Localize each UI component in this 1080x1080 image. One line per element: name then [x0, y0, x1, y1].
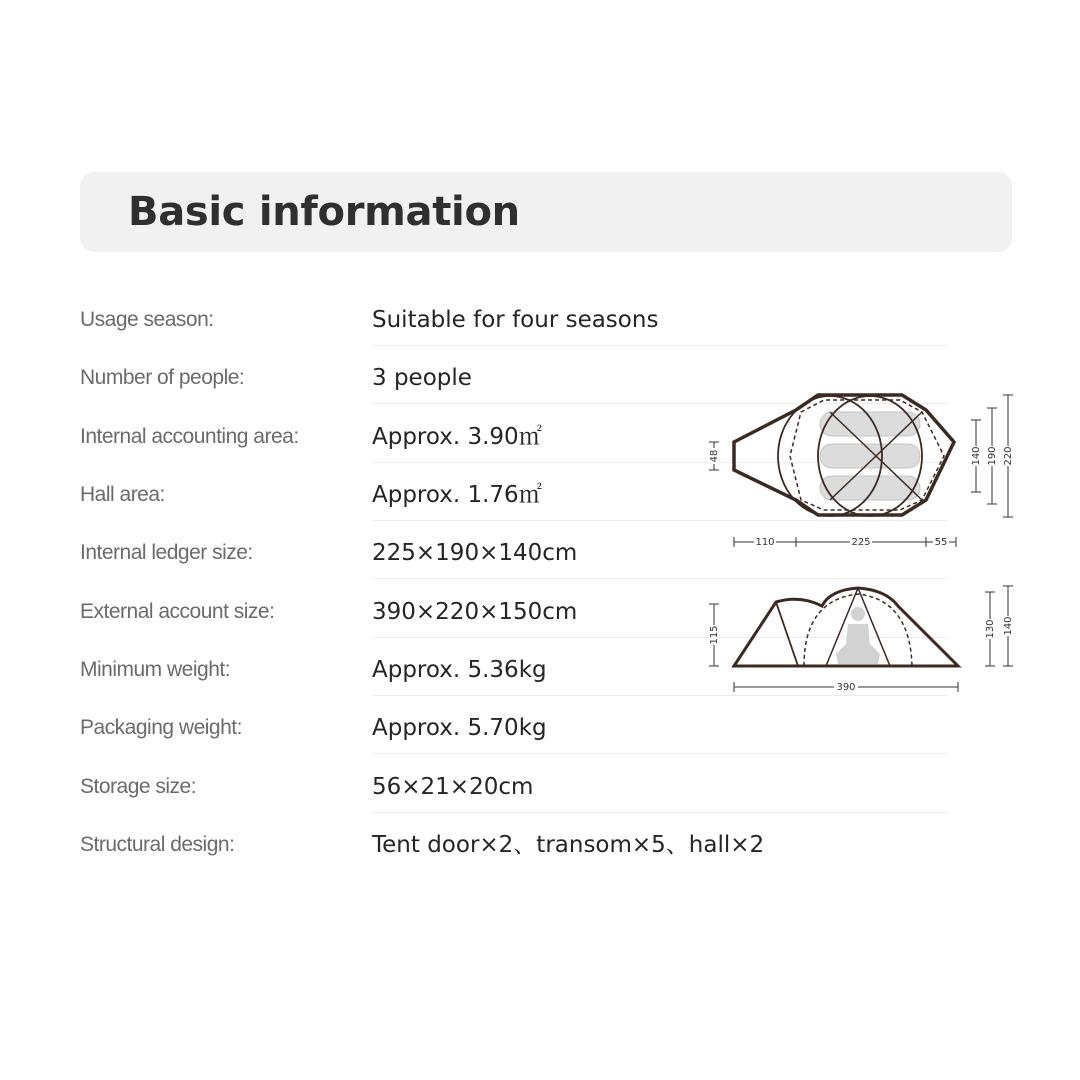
spec-value: 225×190×140cm: [372, 540, 578, 566]
spec-label: Number of people:: [80, 366, 245, 389]
spec-value: Suitable for four seasons: [372, 307, 659, 333]
row-divider: [372, 578, 948, 579]
spec-value: Approx. 1.76㎡: [372, 482, 542, 508]
row-divider: [372, 753, 948, 754]
spec-label: Structural design:: [80, 833, 235, 856]
spec-label: Hall area:: [80, 483, 165, 506]
spec-label: Usage season:: [80, 308, 214, 331]
dim-label-vestibule-width: 48: [709, 449, 720, 463]
dim-label-inner-length: 225: [851, 537, 871, 548]
dim-label-outer-width: 220: [1003, 446, 1014, 466]
section-header: [80, 172, 1012, 252]
spec-value: 3 people: [372, 365, 472, 391]
spec-label: Minimum weight:: [80, 658, 231, 681]
spec-label: Internal accounting area:: [80, 425, 299, 448]
section-title: Basic information: [128, 189, 520, 235]
dim-label-mid-width: 190: [987, 446, 998, 466]
sleeping-bag-icons: [820, 412, 920, 500]
spec-row-structural-design: [80, 824, 948, 882]
dim-label-hall-length: 110: [755, 537, 775, 548]
spec-row-storage-size: [80, 766, 948, 824]
spec-label: External account size:: [80, 600, 275, 623]
dim-label-hall-height: 115: [709, 625, 720, 645]
row-divider: [372, 345, 948, 346]
dim-label-total-length: 390: [836, 682, 856, 693]
tent-side-view-diagram: [700, 580, 1025, 700]
dim-label-rear-length: 55: [934, 537, 948, 548]
spec-value: Tent door×2、transom×5、hall×2: [372, 832, 765, 858]
spec-value: Approx. 5.70kg: [372, 715, 547, 741]
spec-label: Storage size:: [80, 775, 197, 798]
dim-label-inner-width: 140: [971, 446, 982, 466]
person-silhouette: [836, 607, 880, 664]
dim-label-outer-height: 140: [1003, 616, 1014, 636]
spec-value: 56×21×20cm: [372, 774, 534, 800]
spec-row-usage-season: [80, 299, 948, 357]
tent-top-view-diagram: [700, 390, 1025, 555]
spec-label: Packaging weight:: [80, 716, 242, 739]
spec-label: Internal ledger size:: [80, 541, 253, 564]
spec-value: Approx. 5.36kg: [372, 657, 547, 683]
spec-value: 390×220×150cm: [372, 599, 578, 625]
spec-value: Approx. 3.90㎡: [372, 424, 542, 450]
spec-row-packaging-weight: [80, 707, 948, 765]
dim-label-inner-height: 130: [985, 619, 996, 639]
row-divider: [372, 812, 948, 813]
